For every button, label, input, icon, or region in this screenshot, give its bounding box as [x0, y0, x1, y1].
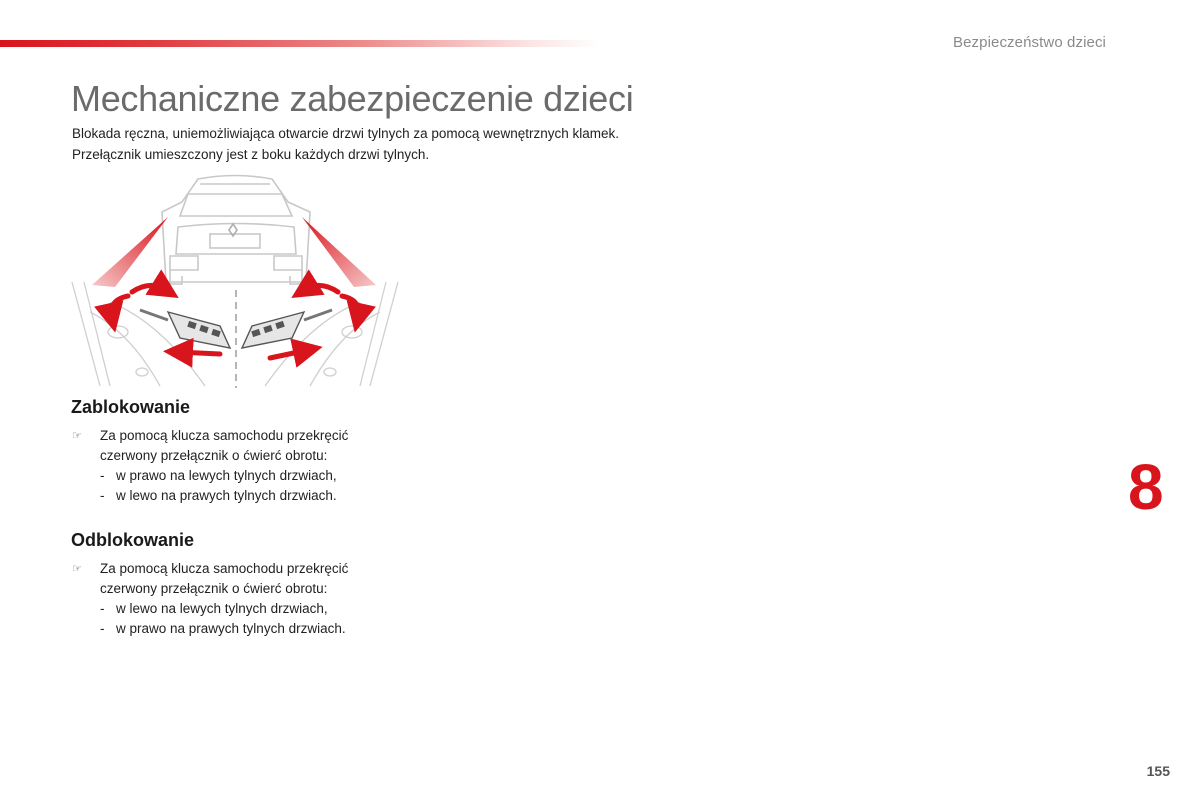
dash-item: - w prawo na prawych tylnych drzwiach.: [100, 621, 346, 636]
page-number: 155: [1146, 763, 1170, 779]
header-accent-bar: [0, 40, 600, 47]
right-key-icon: [242, 310, 332, 348]
section-heading-lock: Zablokowanie: [71, 397, 191, 417]
bullet-text-line: Za pomocą klucza samochodu przekręcić: [100, 428, 349, 443]
bullet-text-line: Za pomocą klucza samochodu przekręcić: [100, 561, 349, 576]
chapter-number: 8: [1128, 451, 1164, 523]
section-lock-body: [72, 426, 348, 506]
dash-text: w prawo na prawych tylnych drzwiach.: [116, 621, 346, 636]
pointing-hand-icon: ☞: [72, 563, 82, 575]
intro-line: Blokada ręczna, uniemożliwiająca otwarcie drzwi tylnych za pomocą wewnętrznych klamek.: [72, 126, 619, 141]
child-lock-illustration: [70, 172, 400, 390]
car-rear-icon: [162, 176, 310, 285]
intro-line: Przełącznik umieszczony jest z boku każdych drzwi tylnych.: [72, 147, 430, 162]
dash-text: w prawo na lewych tylnych drzwiach,: [116, 468, 337, 483]
section-unlock-body: [72, 559, 348, 639]
section-header: Bezpieczeństwo dzieci: [952, 34, 1106, 51]
bullet-item: [72, 559, 348, 599]
pointing-hand-icon: ☞: [72, 430, 82, 442]
dash-item: - w prawo na lewych tylnych drzwiach,: [100, 468, 337, 483]
bullet-text-line: czerwony przełącznik o ćwierć obrotu:: [100, 581, 328, 596]
dash-item: - w lewo na lewych tylnych drzwiach,: [100, 601, 328, 616]
bullet-item: [72, 426, 348, 466]
intro-text: [72, 123, 619, 165]
bullet-text-line: czerwony przełącznik o ćwierć obrotu:: [100, 448, 328, 463]
dash-text: w lewo na lewych tylnych drzwiach,: [116, 601, 328, 616]
dash-item: - w lewo na prawych tylnych drzwiach.: [100, 488, 337, 503]
page-title: Mechaniczne zabezpieczenie dzieci: [71, 78, 634, 119]
dash-text: w lewo na prawych tylnych drzwiach.: [116, 488, 337, 503]
section-heading-unlock: Odblokowanie: [71, 530, 195, 550]
